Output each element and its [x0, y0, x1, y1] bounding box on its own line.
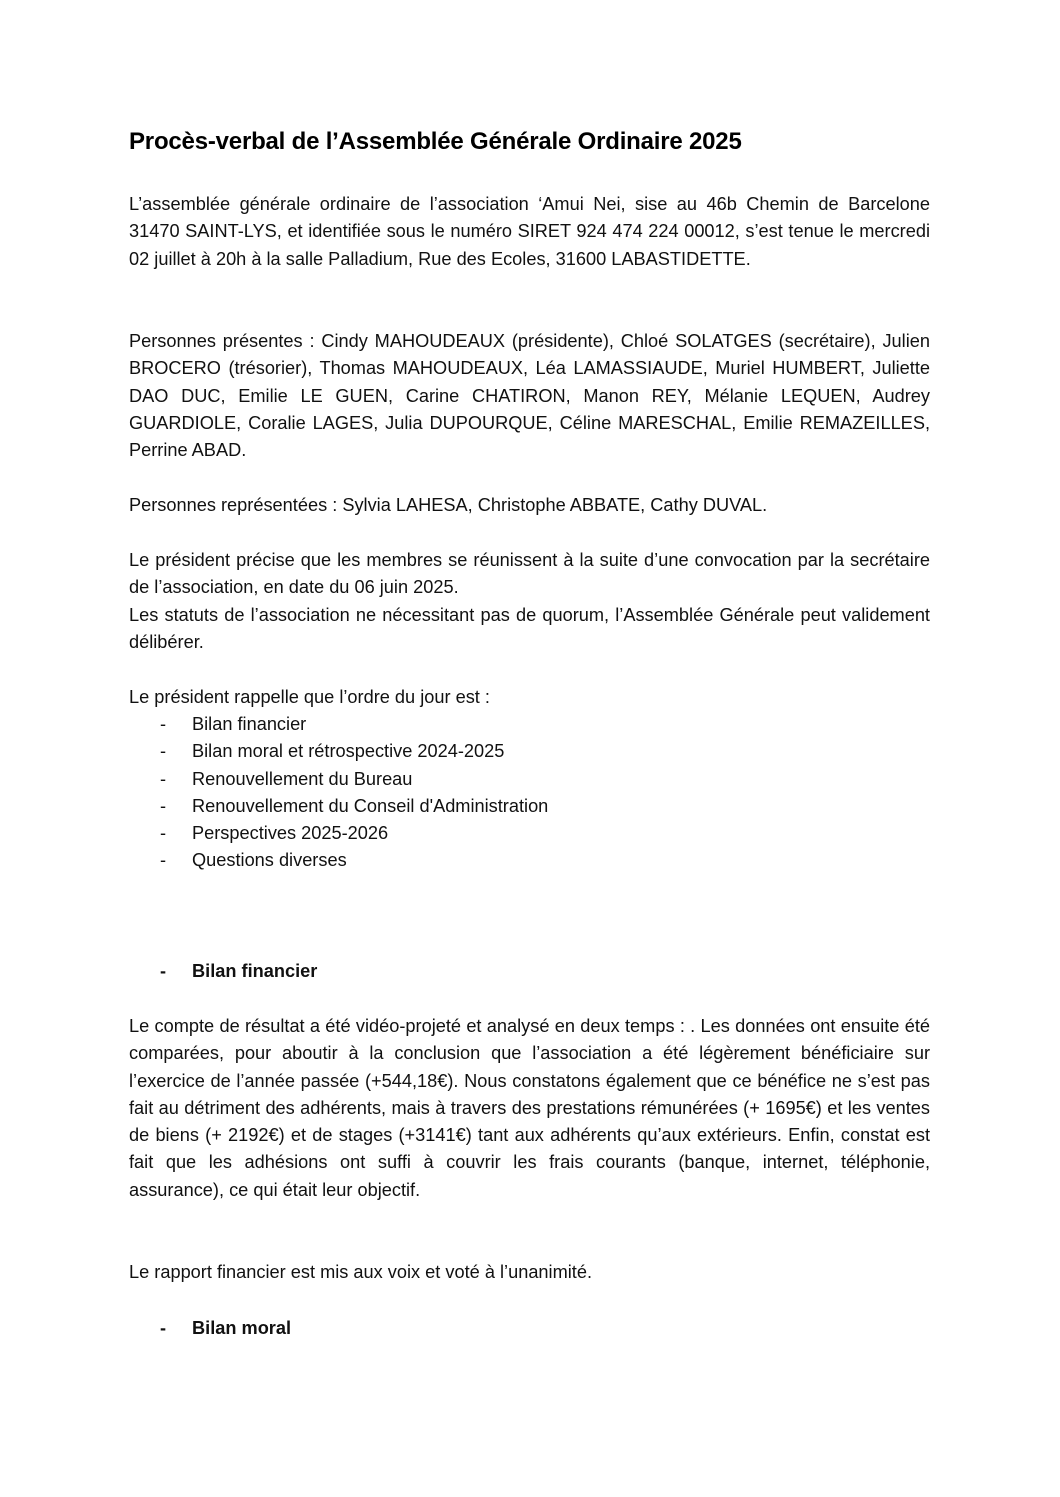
intro-paragraph: L’assemblée générale ordinaire de l’association ‘Amui Nei, sise au 46b Chemin de Barcelone 31470 SAINT-LYS, et identifiée sous le numéro SIRET 924 474 224 00012, s’est tenue le mercredi 02 juillet à 20h à la salle Palladium, Rue des Ecoles, 31600 LABASTIDETTE. [129, 194, 930, 269]
dash-bullet-icon: - [160, 768, 167, 789]
agenda-item [129, 820, 548, 847]
agenda-item [129, 738, 548, 765]
agenda-item [129, 711, 548, 738]
represented-members-paragraph: Personnes représentées : Sylvia LAHESA, Christophe ABBATE, Cathy DUVAL. [129, 495, 768, 515]
agenda-item-label: Bilan moral et rétrospective 2024-2025 [192, 741, 505, 762]
section-heading-moral [129, 1315, 291, 1342]
financial-vote-paragraph: Le rapport financier est mis aux voix et voté à l’unanimité. [129, 1262, 592, 1282]
agenda-list [129, 711, 548, 875]
dash-bullet-icon: - [160, 961, 167, 981]
dash-bullet-icon: - [160, 823, 167, 844]
agenda-item-label: Questions diverses [192, 850, 347, 871]
dash-bullet-icon: - [160, 714, 167, 734]
agenda-item-label: Perspectives 2025-2026 [192, 823, 389, 844]
agenda-item [129, 847, 548, 874]
convocation-paragraph: Le président précise que les membres se réunissent à la suite d’une convocation par la secrétaire de l’association, en date du 06 juin 2025. [129, 550, 930, 598]
agenda-item-label: Bilan financier [192, 714, 307, 734]
agenda-item-label: Renouvellement du Conseil d'Administration [192, 795, 549, 816]
quorum-paragraph: Les statuts de l’association ne nécessitant pas de quorum, l’Assemblée Générale peut validement délibérer. [129, 605, 930, 653]
dash-bullet-icon: - [160, 850, 167, 871]
page-title: Procès-verbal de l’Assemblée Générale Ordinaire 2025 [129, 128, 742, 155]
dash-bullet-icon: - [160, 741, 167, 762]
agenda-intro: Le président rappelle que l’ordre du jour est : [129, 687, 490, 707]
section-heading-financial [129, 958, 317, 985]
dash-bullet-icon: - [160, 795, 167, 816]
agenda-item [129, 766, 548, 793]
agenda-item-label: Renouvellement du Bureau [192, 768, 413, 789]
present-members-paragraph: Personnes présentes : Cindy MAHOUDEAUX (présidente), Chloé SOLATGES (secrétaire), Julien BROCERO (trésorier), Thomas MAHOUDEAUX, Léa LAMASSIAUDE, Muriel HUMBERT, Juliette DAO DUC, Emilie LE GUEN, Carine CHATIRON, Manon REY, Mélanie LEQUEN, Audrey GUARDIOLE, Coralie LAGES, Julia DUPOURQUE, Céline MARESCHAL, Emilie REMAZEILLES, Perrine ABAD. [129, 331, 930, 461]
section-heading-label: Bilan financier [192, 961, 318, 981]
dash-bullet-icon: - [160, 1318, 167, 1338]
financial-report-paragraph: Le compte de résultat a été vidéo-projeté et analysé en deux temps : . Les données ont ensuite été comparées, pour aboutir à la conclusion que l’association a été légèrement bénéficiaire sur l’exercice de l’année passée (+544,18€). Nous constatons également que ce bénéfice ne s’est pas fait au détriment des adhérents, mais à travers des prestations rémunérées (+ 1695€) et les ventes de biens (+ 2192€) et de stages (+3141€) tant aux adhérents qu’aux extérieurs. Enfin, constat est fait que les adhésions ont suffi à couvrir les frais courants (banque, internet, téléphonie, assurance), ce qui était leur objectif. [129, 1016, 930, 1200]
agenda-item [129, 793, 548, 820]
section-heading-label: Bilan moral [192, 1318, 292, 1338]
